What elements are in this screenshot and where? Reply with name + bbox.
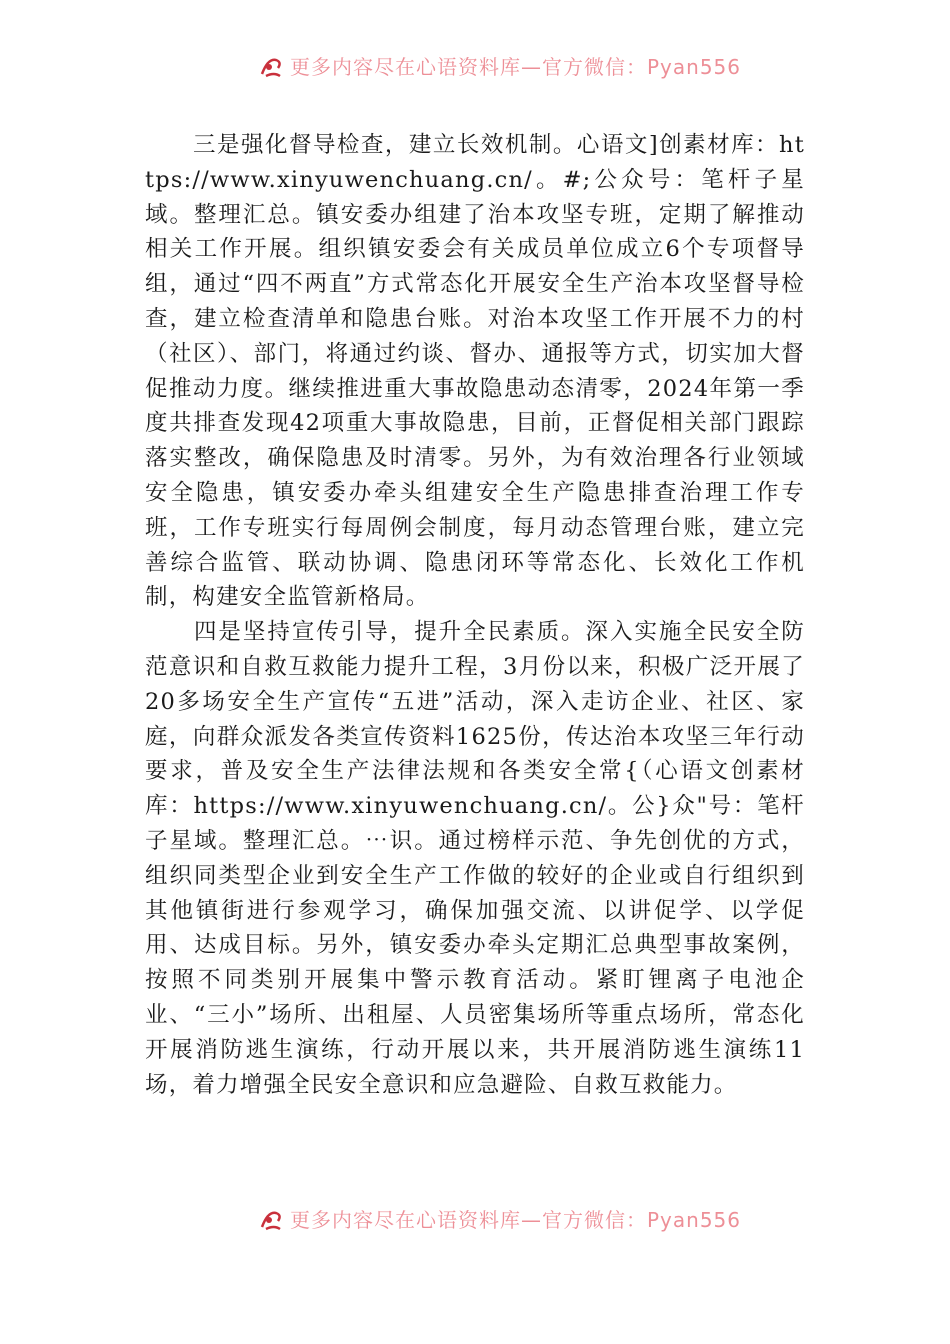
paragraph-supervision: 三是强化督导检查，建立长效机制。心语文]创素材库：https://www.xinyuwenchuang.cn/。#;公众号：笔杆子星域。整理汇总。镇安委办组建了治本攻坚专班，定期了解推动相关工作开展。组织镇安委会有关成员单位成立6个专项督导组，通过“四不两直”方式常态化开展安全生产治本攻坚督导检查，建立检查清单和隐患台账。对治本攻坚工作开展不力的村（社区）、部门，将通过约谈、督办、通报等方式，切实加大督促推动力度。继续推进重大事故隐患动态清零，2024年第一季度共排查发现42项重大事故隐患，目前，正督促相关部门跟踪落实整改，确保隐患及时清零。另外，为有效治理各行业领域安全隐患，镇安委办牵头组建安全生产隐患排查治理工作专班，工作专班实行每周例会制度，每月动态管理台账，建立完善综合监管、联动协调、隐患闭环等常态化、长效化工作机制，构建安全监管新格局。 xyxy=(145,132,805,611)
paragraph-publicity: 四是坚持宣传引导，提升全民素质。深入实施全民安全防范意识和自救互救能力提升工程，3月份以来，积极广泛开展了20多场安全生产宣传“五进”活动，深入走访企业、社区、家庭，向群众派发各类宣传资料1625份，传达治本攻坚三年行动要求，普及安全生产法律法规和各类安全常{（心语文创素材库：https://www.xinyuwenchuang.cn/。公}众"号：笔杆子星域。整理汇总。⋯识。通过榜样示范、争先创优的方式，组织同类型企业到安全生产工作做的较好的企业或自行组织到其他镇街进行参观学习，确保加强交流、以讲促学、以学促用、达成目标。另外，镇安委办牵头定期汇总典型事故案例，按照不同类别开展集中警示教育活动。紧盯锂离子电池企业、“三小”场所、出租屋、人员密集场所等重点场所，常态化开展消防逃生演练，行动开展以来，共开展消防逃生演练11场，着力增强全民安全意识和应急避险、自救互救能力。 xyxy=(145,619,805,1098)
brand-logo-icon xyxy=(258,1207,284,1233)
document-body xyxy=(145,128,805,1102)
footer-banner xyxy=(0,1205,950,1239)
brand-logo-icon xyxy=(258,54,284,80)
footer-banner-text: 更多内容尽在心语资料库—官方微信：Pyan556 xyxy=(290,1208,742,1232)
header-banner xyxy=(0,52,950,86)
header-banner-text: 更多内容尽在心语资料库—官方微信：Pyan556 xyxy=(290,55,742,79)
